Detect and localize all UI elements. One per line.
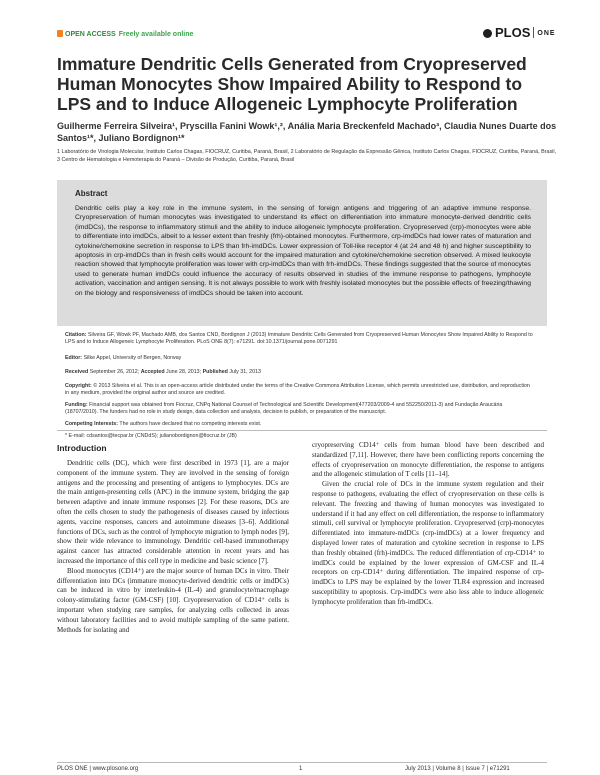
funding-text: Financial support was obtained from Fiocruz, CNPq National Counsel of Technological and Scientific Development(477203/2009-4 and 552250/2011-3) and Fundação Araucária (18707/2010). The funders had no role in study design, data collection and analysis, decision to publish, or preparation of the manuscript. bbox=[65, 402, 503, 415]
abstract-heading: Abstract bbox=[75, 189, 108, 198]
email: * E-mail: cdsantos@tecpar.br (CNDdS); julianobordignon@fiocruz.br (JB) bbox=[65, 433, 237, 439]
accepted-date: June 28, 2013; bbox=[166, 369, 202, 375]
funding bbox=[65, 402, 535, 416]
plos-logo-icon bbox=[483, 29, 492, 38]
intro-paragraph: Dendritic cells (DC), which were first described in 1973 [1], are a major component of the immune system. They are involved in the sensing of foreign antigens and the processing and presenting of antigens to lymphocytes. DCs are the main antigen-presenting cells (APC) in the immune system, bridging the gap between adaptive and innate immune responses [2]. For these reasons, DCs are often the cells chosen to study the pathogenesis of diseases caused by infectious agents, vaccine responses, cancers and autoimmune diseases [3–6]. Additional functions of DCs, such as the control of lymphocyte migration to lymph nodes [9], show their wide relevance to immunology. Dendritic cell-based immunotherapy against cancer has attracted considerable attention in recent years and has increased the importance of this cell type in medicine and basic science [7]. bbox=[57, 459, 289, 565]
accepted-label: Accepted bbox=[140, 369, 165, 375]
citation bbox=[65, 332, 535, 346]
copyright bbox=[65, 383, 535, 397]
published-date: July 31, 2013 bbox=[229, 369, 261, 375]
editor bbox=[65, 355, 535, 362]
intro-right-column bbox=[312, 441, 544, 608]
competing-label: Competing Interests: bbox=[65, 421, 118, 427]
funding-label: Funding: bbox=[65, 402, 88, 408]
affiliations: 1 Laboratório de Virologia Molecular, Instituto Carlos Chagas, FIOCRUZ, Curitiba, Paraná, Brasil, 2 Laboratório de Regulação da Expressão Gênica, Instituto Carlos Chagas, FIOCRUZ, Curitiba, Paraná, Brasil, 3 Centro de Hematologia e Hemoterapia do Paraná – Divisão de Produção, Curitiba, Paraná, Brasil bbox=[57, 149, 557, 163]
received-date: September 26, 2012; bbox=[89, 369, 140, 375]
open-access-label: OPEN ACCESS bbox=[65, 31, 116, 38]
logo-divider bbox=[533, 27, 534, 38]
meta-divider bbox=[57, 430, 547, 431]
citation-text: Silveira GF, Wowk PF, Machado AMB, dos Santos CND, Bordignon J (2013) Immature Dendritic Cells Generated from Cryopreserved Human Monocytes Show Impaired Ability to Respond to LPS and to Induce Allogeneic Lymphocyte Proliferation. PLoS ONE 8(7): e71291. doi:10.1371/journal.pone.0071291 bbox=[65, 332, 533, 345]
competing-interests bbox=[65, 421, 535, 428]
editor-label: Editor: bbox=[65, 355, 83, 361]
freely-available-label: Freely available online bbox=[118, 31, 194, 38]
dates bbox=[65, 369, 535, 376]
page-number: 1 bbox=[299, 766, 303, 772]
open-lock-icon bbox=[57, 30, 63, 37]
open-access-banner bbox=[57, 30, 193, 38]
intro-paragraph: Blood monocytes (CD14⁺) are the major source of human DCs in vitro. Their differentiation into DCs (immature monocyte-derived dendritic cells or imdDCs) can be induced in vitro by interleukin-4 (IL-4) and granulocyte/macrophage colony-stimulating factor (GM-CSF) [10]. Cryopreservation of CD14⁺ cells is important when studying rare samples, for analyzing cells collected in areas without laboratory facilities and to avoid multiple sampling of the same patient. Methods for isolating and bbox=[57, 566, 289, 634]
article-title: Immature Dendritic Cells Generated from Cryopreserved Human Monocytes Show Impaired Ability to Respond to LPS and to Induce Allogeneic Lymphocyte Proliferation bbox=[57, 54, 527, 114]
journal-logo bbox=[483, 25, 556, 40]
intro-left-column bbox=[57, 459, 289, 635]
editor-text: Silke Appel, University of Bergen, Norway bbox=[83, 355, 182, 361]
published-label: Published bbox=[202, 369, 228, 375]
footer-issue: July 2013 | Volume 8 | Issue 7 | e71291 bbox=[405, 766, 510, 772]
abstract-text: Dendritic cells play a key role in the immune system, in the sensing of foreign antigens and triggering of an adaptive immune response. Cryopreservation of human monocytes was investigated to understand its effect on differentiation into immature monocyte-derived dendritic cells (imdDCs), the response to inflammatory stimuli and the ability to induce allogeneic lymphocyte proliferation. Cryopreserved (crp)-monocytes were able to differentiate into imdDCs, albeit to a lesser extent than freshly (frh)-obtained monocytes. Furthermore, crp-imdDCs had lower rates of maturation and cytokine/chemokine secretion in response to LPS than frh-imdDCs. Lower expression of Toll-like receptor 4 (at 24 and 48 h) and higher susceptibility to apoptosis in crp-imdDCs than in fresh cells would account for the impaired maturation and cytokine/chemokine secretion observed. A mixed leukocyte reaction showed that lymphocyte proliferation was lower with crp-imdDCs than with frh-imdDCs. These findings suggested that the source of monocytes used to generate human imdDCs could influence the accuracy of results observed in studies of the immune response to pathogens, lymphocyte activation, vaccination and antigen sensing. It is not always possible to work with freshly isolated monocytes but the possible effects of freezing/thawing on the biology and responsiveness of imdDCs should be taken into account. bbox=[75, 205, 531, 297]
intro-heading: Introduction bbox=[57, 443, 107, 453]
journal-name: PLOS bbox=[495, 25, 531, 40]
abstract-box bbox=[57, 180, 547, 326]
intro-paragraph: cryopreserving CD14⁺ cells from human blood have been described and standardized [7,11]. However, there have been conflicting reports concerning the effects of cryopreservation on monocyte differentiation, the response to antigens and the allogeneic stimulation of T cells [11–14]. bbox=[312, 441, 544, 479]
footer-divider bbox=[57, 762, 547, 763]
citation-label: Citation: bbox=[65, 332, 87, 338]
intro-paragraph: Given the crucial role of DCs in the immune system regulation and their response to pathogens, evaluating the effect of cryopreservation on these cells is relevant. The freezing and thawing of human monocytes was investigated to understand if it had any effect on cell differentiation, the response to inflammatory stimuli, cell survival or lymphocyte proliferation. Cryopreserved (crp)-monocytes differentiated into immature-mdDCs (crp-imdDCs) at a lower frequency and displayed lower rates of maturation and cytokine secretion in response to LPS than freshly obtained (frh)-imdDCs. The reduced differentiation of crp-CD14⁺ to imdDCs could be explained by the lower expression of GM-CSF and IL-4 receptors on crp-CD14⁺ during differentiation. The impaired response of crp-imdDCs to LPS may be explained by the lower TLR4 expression and increased susceptibility to apoptosis. Crp-imdDCs were also less able to induce allogeneic lymphocyte proliferation than frh-imdDCs. bbox=[312, 480, 544, 606]
competing-text: The authors have declared that no competing interests exist. bbox=[119, 421, 262, 427]
journal-suffix: ONE bbox=[537, 30, 556, 37]
footer-journal-site: PLOS ONE | www.plosone.org bbox=[57, 766, 139, 772]
copyright-text: © 2013 Silveira et al. This is an open-access article distributed under the terms of the Creative Commons Attribution License, which permits unrestricted use, distribution, and reproduction in any medium, provided the original author and source are credited. bbox=[65, 383, 530, 396]
author-list: Guilherme Ferreira Silveira¹, Pryscilla Fanini Wowk¹,², Anália Maria Breckenfeld Machado³, Claudia Nunes Duarte dos Santos¹*, Juliano Bordignon¹* bbox=[57, 121, 557, 143]
copyright-label: Copyright: bbox=[65, 383, 92, 389]
received-label: Received bbox=[65, 369, 89, 375]
